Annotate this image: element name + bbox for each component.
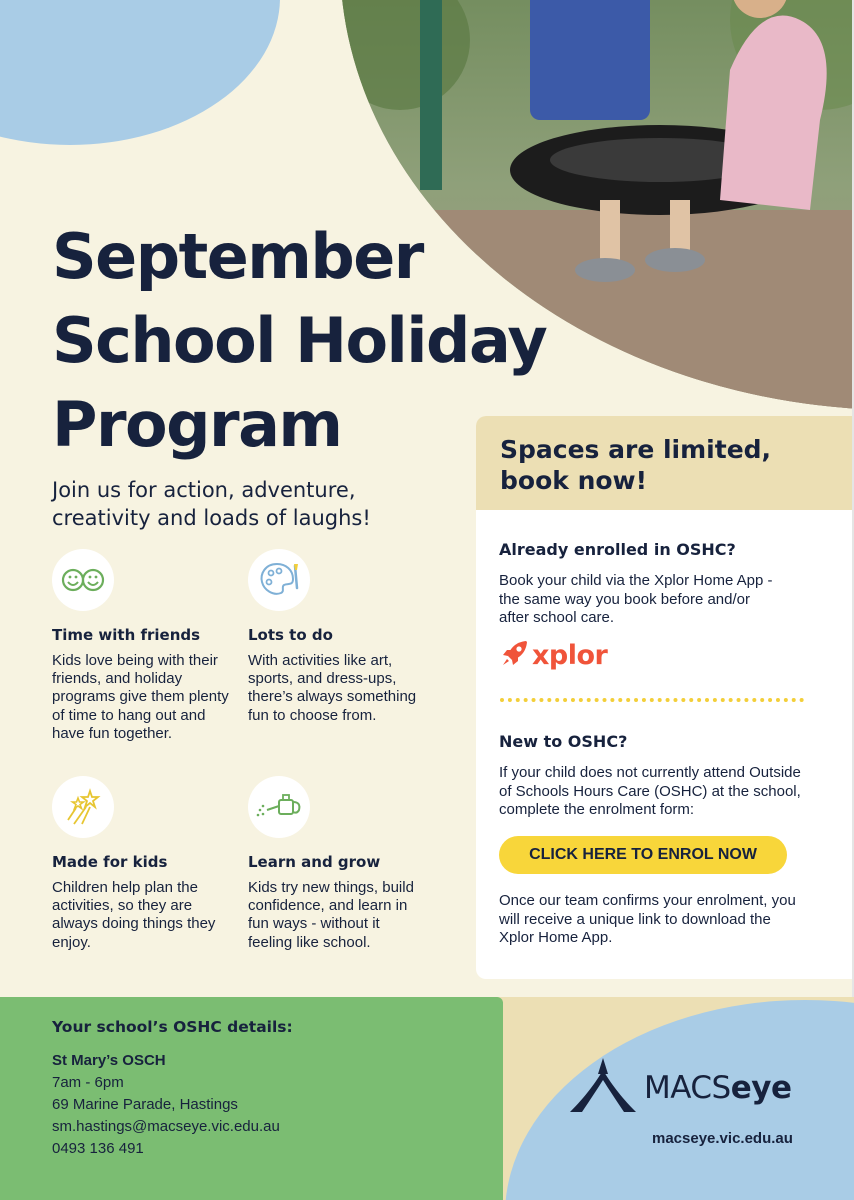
feature-made-for-kids (52, 776, 232, 952)
new-text: If your child does not currently attend Outside of Schools Hours Care (OSHC) at the school, complete the enrolment form: (499, 764, 801, 818)
xplor-logo-text: xplor (532, 640, 608, 671)
feature-title: Lots to do (248, 626, 333, 644)
booking-heading (476, 416, 852, 510)
macseye-logo (568, 1056, 792, 1119)
feature-title: Made for kids (52, 853, 168, 871)
logo-text-macs: MACS (644, 1069, 731, 1106)
xplor-logo[interactable] (500, 638, 607, 673)
feature-description: With activities like art, sports, and dress-ups, there’s always something fun to choose from. (248, 652, 417, 724)
title-line-3: Program (52, 388, 342, 461)
title-line-1: September (52, 220, 423, 293)
page-subtitle: Join us for action, adventure, creativity and loads of laughs! (52, 478, 371, 530)
feature-description: Kids try new things, build confidence, and learn in fun ways - without it feeling like school. (248, 879, 414, 951)
section-divider (500, 698, 804, 702)
feature-lots-to-do (248, 549, 428, 725)
feature-description: Children help plan the activities, so they are always doing things they enjoy. (52, 879, 216, 951)
contact-phone[interactable]: 0493 136 491 (52, 1140, 144, 1157)
website-link[interactable]: macseye.vic.edu.au (652, 1130, 793, 1147)
smiley-faces-icon (52, 549, 114, 611)
booking-heading-line-2: book now! (500, 466, 648, 495)
oshc-details-heading: Your school’s OSHC details: (52, 1018, 293, 1036)
oshc-details (52, 1018, 293, 1160)
booking-heading-line-1: Spaces are limited, (500, 435, 772, 464)
confirm-text: Once our team confirms your enrolment, you will receive a unique link to download the Xplor Home App. (499, 892, 796, 946)
page-title (52, 215, 546, 467)
decorative-blue-circle (0, 0, 280, 145)
macseye-logo-text (644, 1070, 792, 1106)
contact-email[interactable]: sm.hastings@macseye.vic.edu.au (52, 1118, 280, 1135)
enrol-now-button[interactable]: CLICK HERE TO ENROL NOW (499, 836, 787, 874)
feature-title: Time with friends (52, 626, 201, 644)
school-address: 69 Marine Parade, Hastings (52, 1096, 238, 1113)
macseye-emblem-icon (568, 1056, 638, 1119)
enrolled-text: Book your child via the Xplor Home App - the same way you book before and/or after school care. (499, 572, 773, 626)
rocket-icon (500, 638, 530, 673)
feature-learn-and-grow (248, 776, 428, 952)
school-name: St Mary’s OSCH (52, 1052, 166, 1069)
logo-text-eye: eye (730, 1069, 792, 1106)
feature-description: Kids love being with their friends, and holiday programs give them plenty of time to hang out and have fun together. (52, 652, 229, 742)
new-heading: New to OSHC? (499, 732, 628, 751)
feature-title: Learn and grow (248, 853, 381, 871)
feature-time-with-friends (52, 549, 232, 743)
opening-hours: 7am - 6pm (52, 1074, 124, 1091)
enrolled-heading: Already enrolled in OSHC? (499, 540, 736, 559)
shooting-stars-icon (52, 776, 114, 838)
title-line-2: School Holiday (52, 304, 547, 377)
watering-can-icon (248, 776, 310, 838)
booking-panel (476, 416, 852, 979)
paint-palette-icon (248, 549, 310, 611)
